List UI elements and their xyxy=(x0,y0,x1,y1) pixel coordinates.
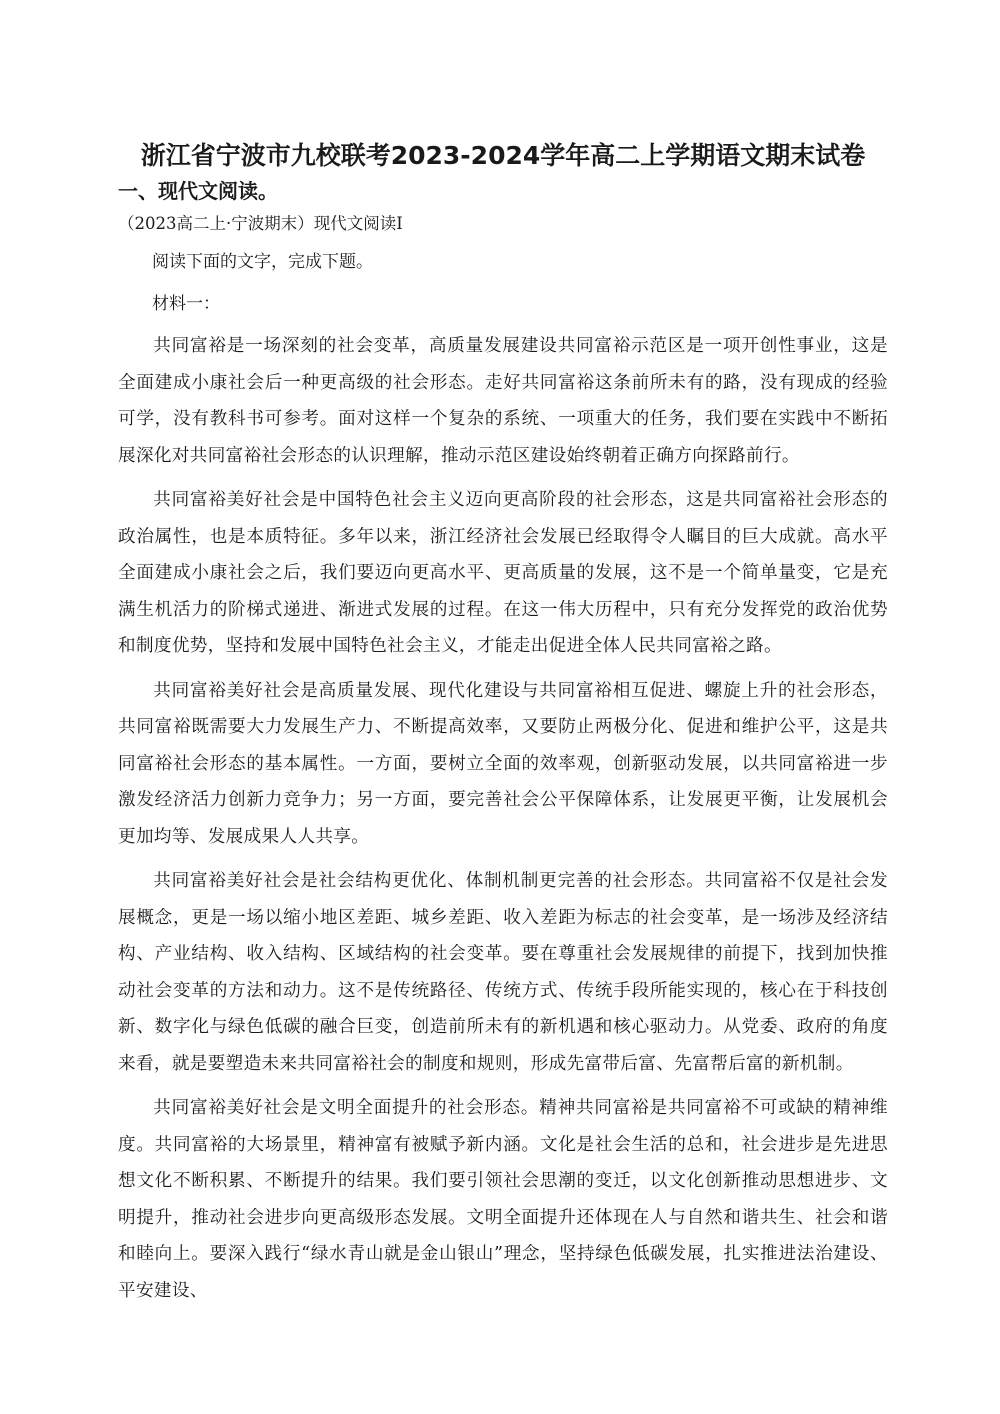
paragraph-5: 共同富裕美好社会是文明全面提升的社会形态。精神共同富裕是共同富裕不可或缺的精神维度。共同富裕的大场景里，精神富有被赋予新内涵。文化是社会生活的总和，社会进步是先进思想文化不断积累、不断提升的结果。我们要引领社会思潮的变迁，以文化创新推动思想进步、文明提升，推动社会进步向更高级形态发展。文明全面提升还体现在人与自然和谐共生、社会和谐和睦向上。要深入践行“绿水青山就是金山银山”理念，坚持绿色低碳发展，扎实推进法治建设、平安建设、 xyxy=(118,1098,888,1301)
reading-instruction: 阅读下面的文字，完成下题。 xyxy=(152,252,373,272)
exam-title: 浙江省宁波市九校联考2023-2024学年高二上学期语文期末试卷 xyxy=(140,141,866,170)
paragraph-3: 共同富裕美好社会是高质量发展、现代化建设与共同富裕相互促进、螺旋上升的社会形态，共同富裕既需要大力发展生产力、不断提高效率，又要防止两极分化、促进和维护公平，这是共同富裕社会形态的基本属性。一方面，要树立全面的效率观，创新驱动发展，以共同富裕进一步激发经济活力创新力竞争力；另一方面，要完善社会公平保障体系，让发展更平衡，让发展机会更加均等、发展成果人人共享。 xyxy=(118,680,888,847)
section-heading: 一、现代文阅读。 xyxy=(118,179,278,203)
question-source-line: （2023高二上·宁波期末）现代文阅读I xyxy=(118,214,403,233)
paragraph-4: 共同富裕美好社会是社会结构更优化、体制机制更完善的社会形态。共同富裕不仅是社会发展概念，更是一场以缩小地区差距、城乡差距、收入差距为标志的社会变革，是一场涉及经济结构、产业结构、收入结构、区域结构的社会变革。要在尊重社会发展规律的前提下，找到加快推动社会变革的方法和动力。这不是传统路径、传统方式、传统手段所能实现的，核心在于科技创新、数字化与绿色低碳的融合巨变，创造前所未有的新机遇和核心驱动力。从党委、政府的角度来看，就是要塑造未来共同富裕社会的制度和规则，形成先富带后富、先富帮后富的新机制。 xyxy=(118,871,888,1074)
material-label: 材料一： xyxy=(152,294,220,314)
paragraph-2: 共同富裕美好社会是中国特色社会主义迈向更高阶段的社会形态，这是共同富裕社会形态的政治属性，也是本质特征。多年以来，浙江经济社会发展已经取得令人瞩目的巨大成就。高水平全面建成小康社会之后，我们要迈向更高水平、更高质量的发展，这不是一个简单量变，它是充满生机活力的阶梯式递进、渐进式发展的过程。在这一伟大历程中，只有充分发挥党的政治优势和制度优势，坚持和发展中国特色社会主义，才能走出促进全体人民共同富裕之路。 xyxy=(118,490,888,656)
paragraph-1: 共同富裕是一场深刻的社会变革，高质量发展建设共同富裕示范区是一项开创性事业，这是全面建成小康社会后一种更高级的社会形态。走好共同富裕这条前所未有的路，没有现成的经验可学，没有教科书可参考。面对这样一个复杂的系统、一项重大的任务，我们要在实践中不断拓展深化对共同富裕社会形态的认识理解，推动示范区建设始终朝着正确方向探路前行。 xyxy=(118,336,888,466)
